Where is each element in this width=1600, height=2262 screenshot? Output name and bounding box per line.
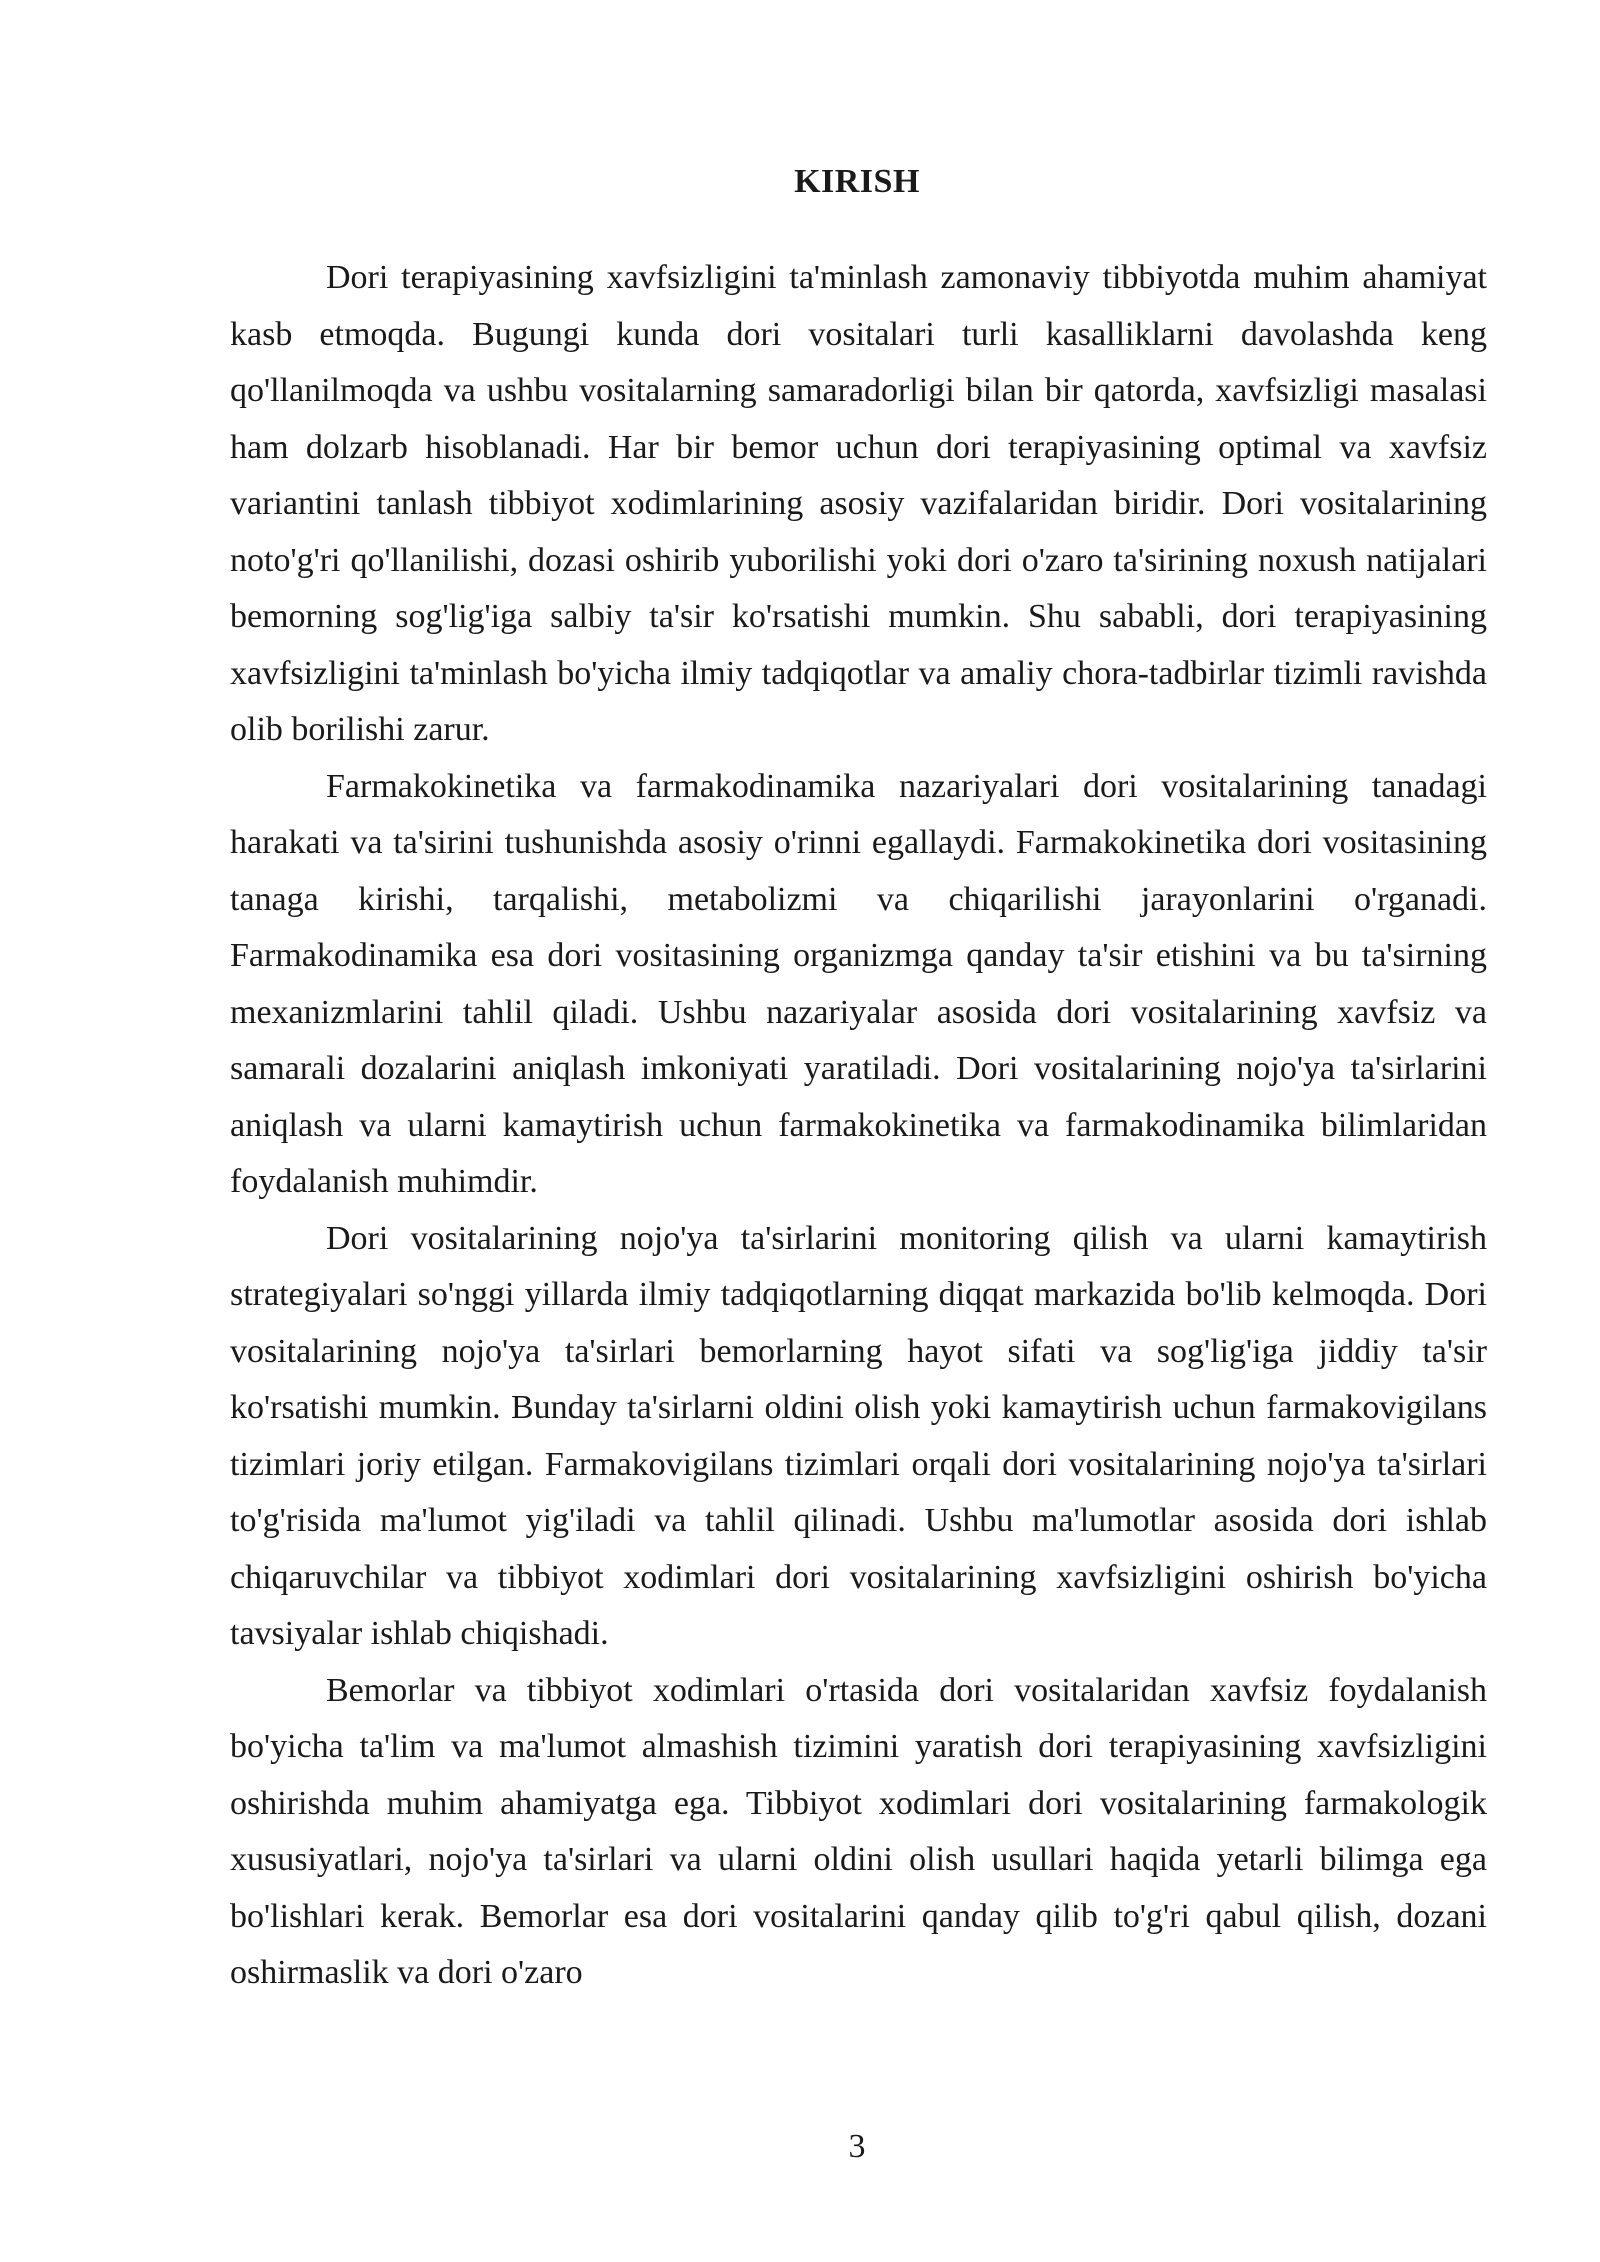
paragraph-4: Bemorlar va tibbiyot xodimlari o'rtasida dori vositalaridan xavfsiz foydalanish bo'yicha ta'lim va ma'lumot almashish tizimini yaratish dori terapiyasining xavfsizligini oshirishda muhim ahamiyatga ega. Tibbiyot xodimlari dori vositalarining farmakologik xususiyatlari, nojo'ya ta'sirlari va ularni oldini olish usullari haqida yetarli bilimga ega bo'lishlari kerak. Bemorlar esa dori vositalarini qanday qilib to'g'ri qabul qilish, dozani oshirmaslik va dori o'zaro xyxy=(230,1671,1487,1991)
body-text xyxy=(230,250,1487,2002)
page-number: 3 xyxy=(848,2128,866,2165)
section-title: KIRISH xyxy=(794,163,920,200)
paragraph-2: Farmakokinetika va farmakodinamika nazariyalari dori vositalarining tanadagi harakati va ta'sirini tushunishda asosiy o'rinni egallaydi. Farmakokinetika dori vositasining tanaga kirishi, tarqalishi, metabolizmi va chiqarilishi jarayonlarini o'rganadi. Farmakodinamika esa dori vositasining organizmga qanday ta'sir etishini va bu ta'sirning mexanizmlarini tahlil qiladi. Ushbu nazariyalar asosida dori vositalarining xavfsiz va samarali dozalarini aniqlash imkoniyati yaratiladi. Dori vositalarining nojo'ya ta'sirlarini aniqlash va ularni kamaytirish uchun farmakokinetika va farmakodinamika bilimlaridan foydalanish muhimdir. xyxy=(230,767,1487,1200)
paragraph-1: Dori terapiyasining xavfsizligini ta'minlash zamonaviy tibbiyotda muhim ahamiyat kasb etmoqda. Bugungi kunda dori vositalari turli kasalliklarni davolashda keng qo'llanilmoqda va ushbu vositalarning samaradorligi bilan bir qatorda, xavfsizligi masalasi ham dolzarb hisoblanadi. Har bir bemor uchun dori terapiyasining optimal va xavfsiz variantini tanlash tibbiyot xodimlarining asosiy vazifalaridan biridir. Dori vositalarining noto'g'ri qo'llanilishi, dozasi oshirib yuborilishi yoki dori o'zaro ta'sirining noxush natijalari bemorning sog'lig'iga salbiy ta'sir ko'rsatishi mumkin. Shu sababli, dori terapiyasining xavfsizligini ta'minlash bo'yicha ilmiy tadqiqotlar va amaliy chora-tadbirlar tizimli ravishda olib borilishi zarur. xyxy=(230,259,1487,748)
paragraph-3: Dori vositalarining nojo'ya ta'sirlarini monitoring qilish va ularni kamaytirish strategiyalari so'nggi yillarda ilmiy tadqiqotlarning diqqat markazida bo'lib kelmoqda. Dori vositalarining nojo'ya ta'sirlari bemorlarning hayot sifati va sog'lig'iga jiddiy ta'sir ko'rsatishi mumkin. Bunday ta'sirlarni oldini olish yoki kamaytirish uchun farmakovigilans tizimlari joriy etilgan. Farmakovigilans tizimlari orqali dori vositalarining nojo'ya ta'sirlari to'g'risida ma'lumot yig'iladi va tahlil qilinadi. Ushbu ma'lumotlar asosida dori ishlab chiqaruvchilar va tibbiyot xodimlari dori vositalarining xavfsizligini oshirish bo'yicha tavsiyalar ishlab chiqishadi. xyxy=(230,1219,1487,1652)
